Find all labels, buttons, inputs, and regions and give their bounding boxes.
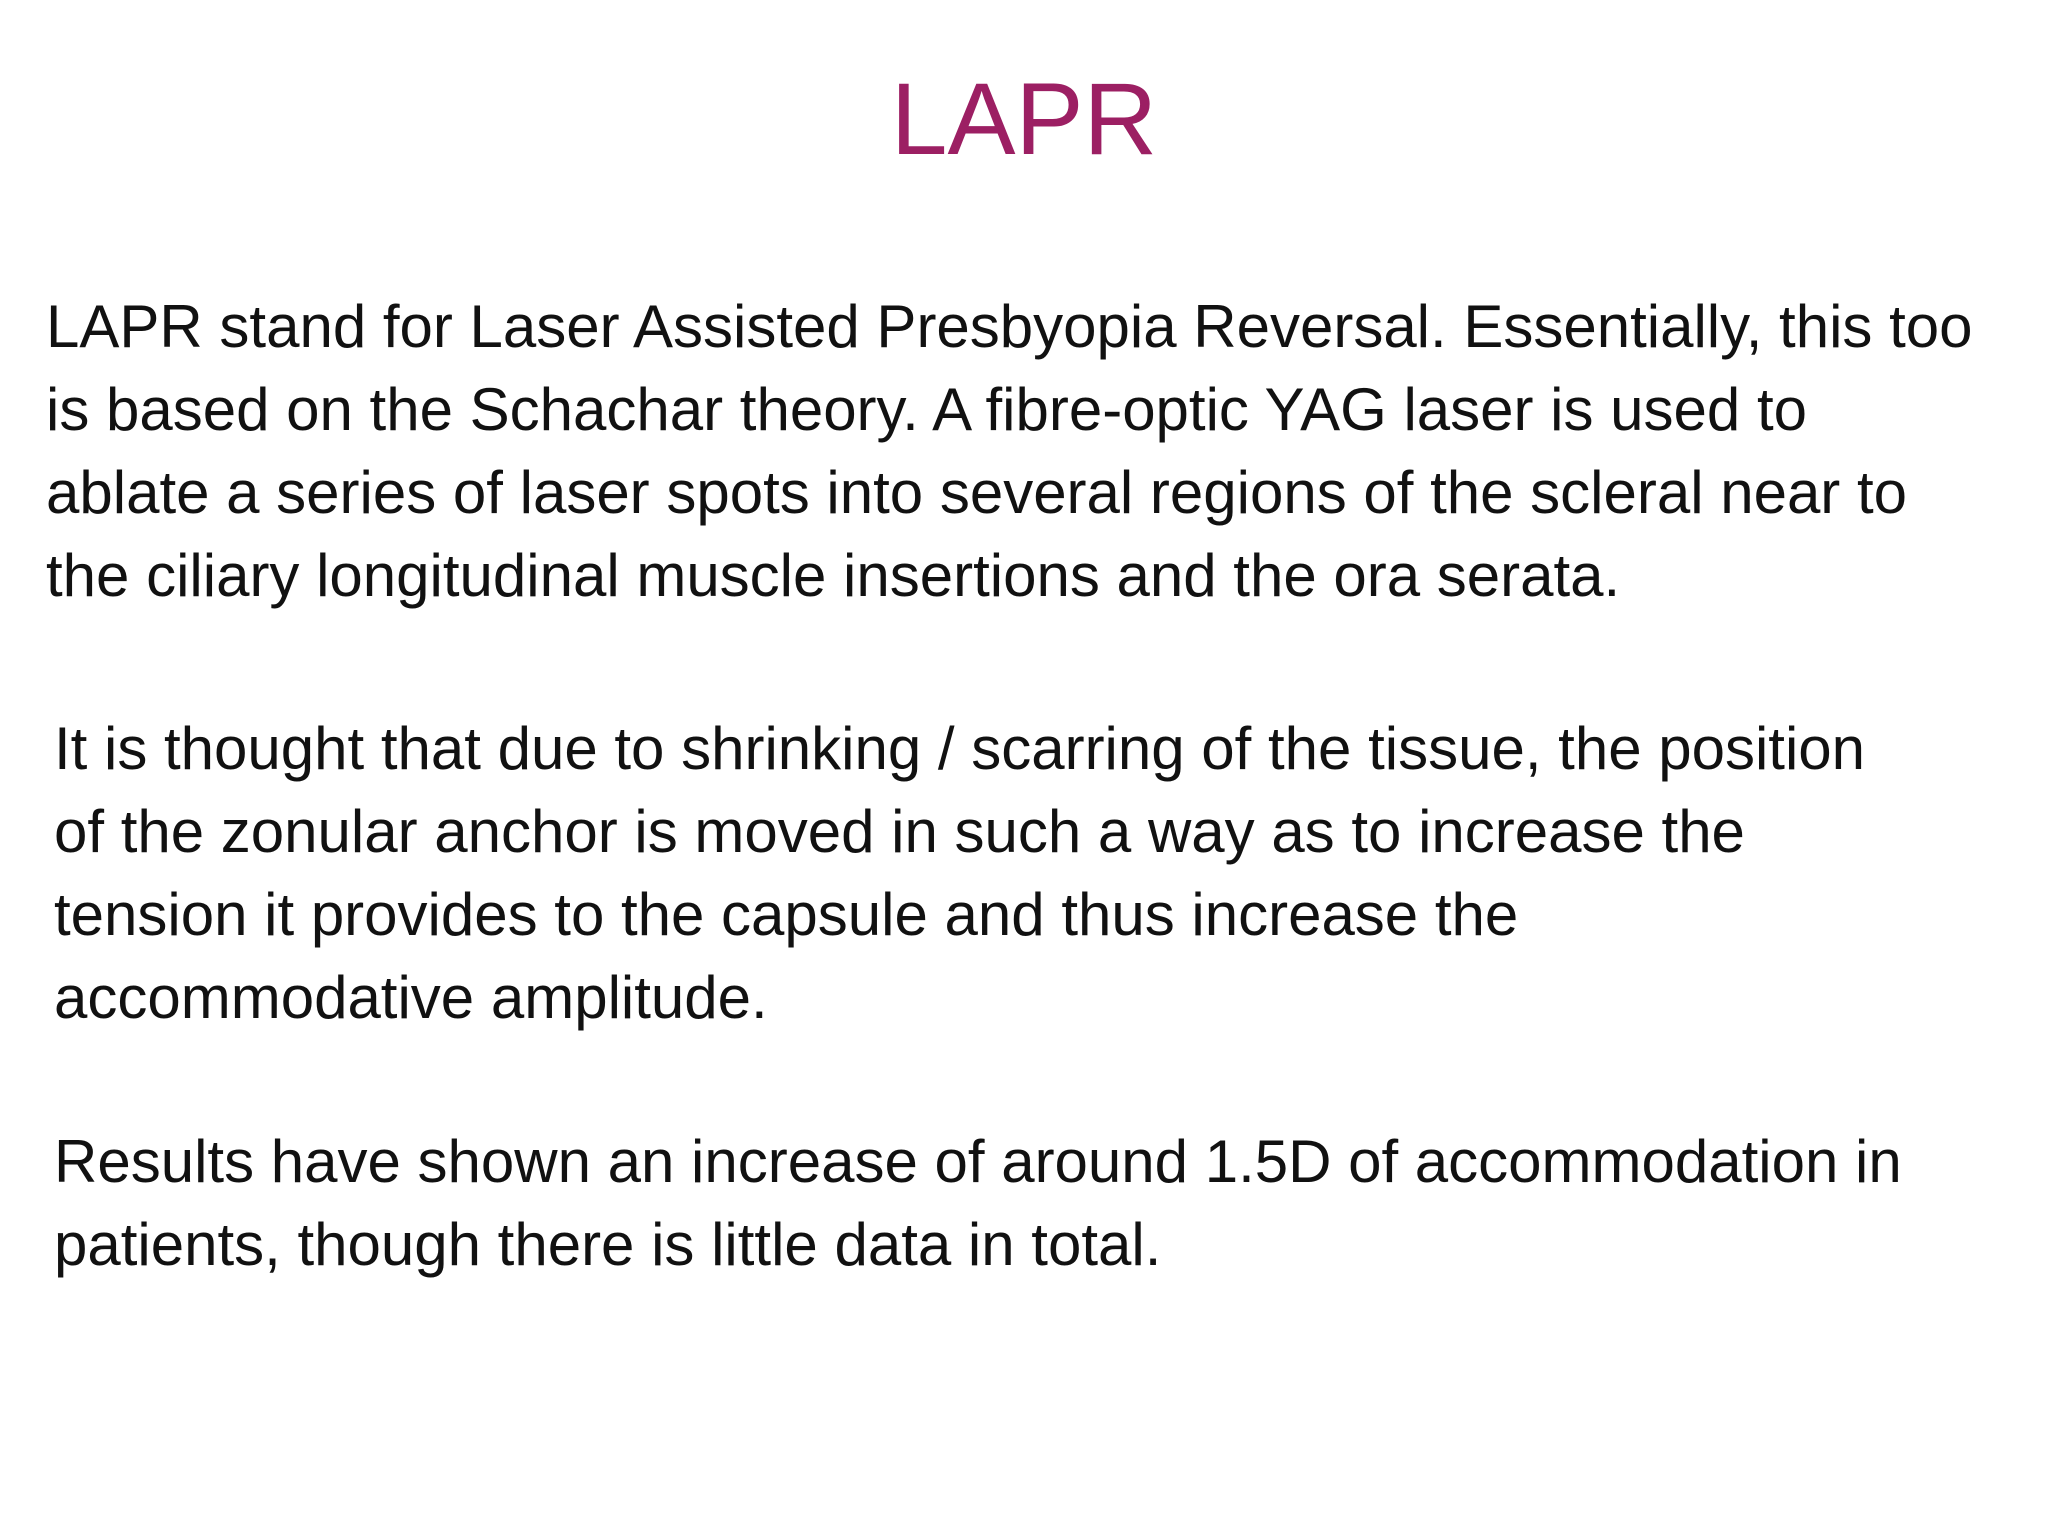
text-line: tension it provides to the capsule and thus increase the xyxy=(54,881,1519,948)
text-line: ablate a series of laser spots into several regions of the scleral near to xyxy=(46,459,1907,526)
text-line: patients, though there is little data in total. xyxy=(54,1211,1162,1278)
text-line: It is thought that due to shrinking / scarring of the tissue, the position xyxy=(54,715,1866,782)
text-line: is based on the Schachar theory. A fibre-optic YAG laser is used to xyxy=(46,376,1807,443)
text-line: LAPR stand for Laser Assisted Presbyopia Reversal. Essentially, this too xyxy=(46,293,1973,360)
text-line: the ciliary longitudinal muscle insertions and the ora serata. xyxy=(46,542,1621,609)
text-line: Results have shown an increase of around 1.5D of accommodation in xyxy=(54,1128,1902,1195)
paragraph-mechanism xyxy=(54,707,1865,1039)
text-line: accommodative amplitude. xyxy=(54,964,768,1031)
slide-title: LAPR xyxy=(890,62,1158,176)
paragraph-definition xyxy=(46,285,1972,617)
paragraph-results xyxy=(54,1120,1902,1286)
text-line: of the zonular anchor is moved in such a way as to increase the xyxy=(54,798,1745,865)
